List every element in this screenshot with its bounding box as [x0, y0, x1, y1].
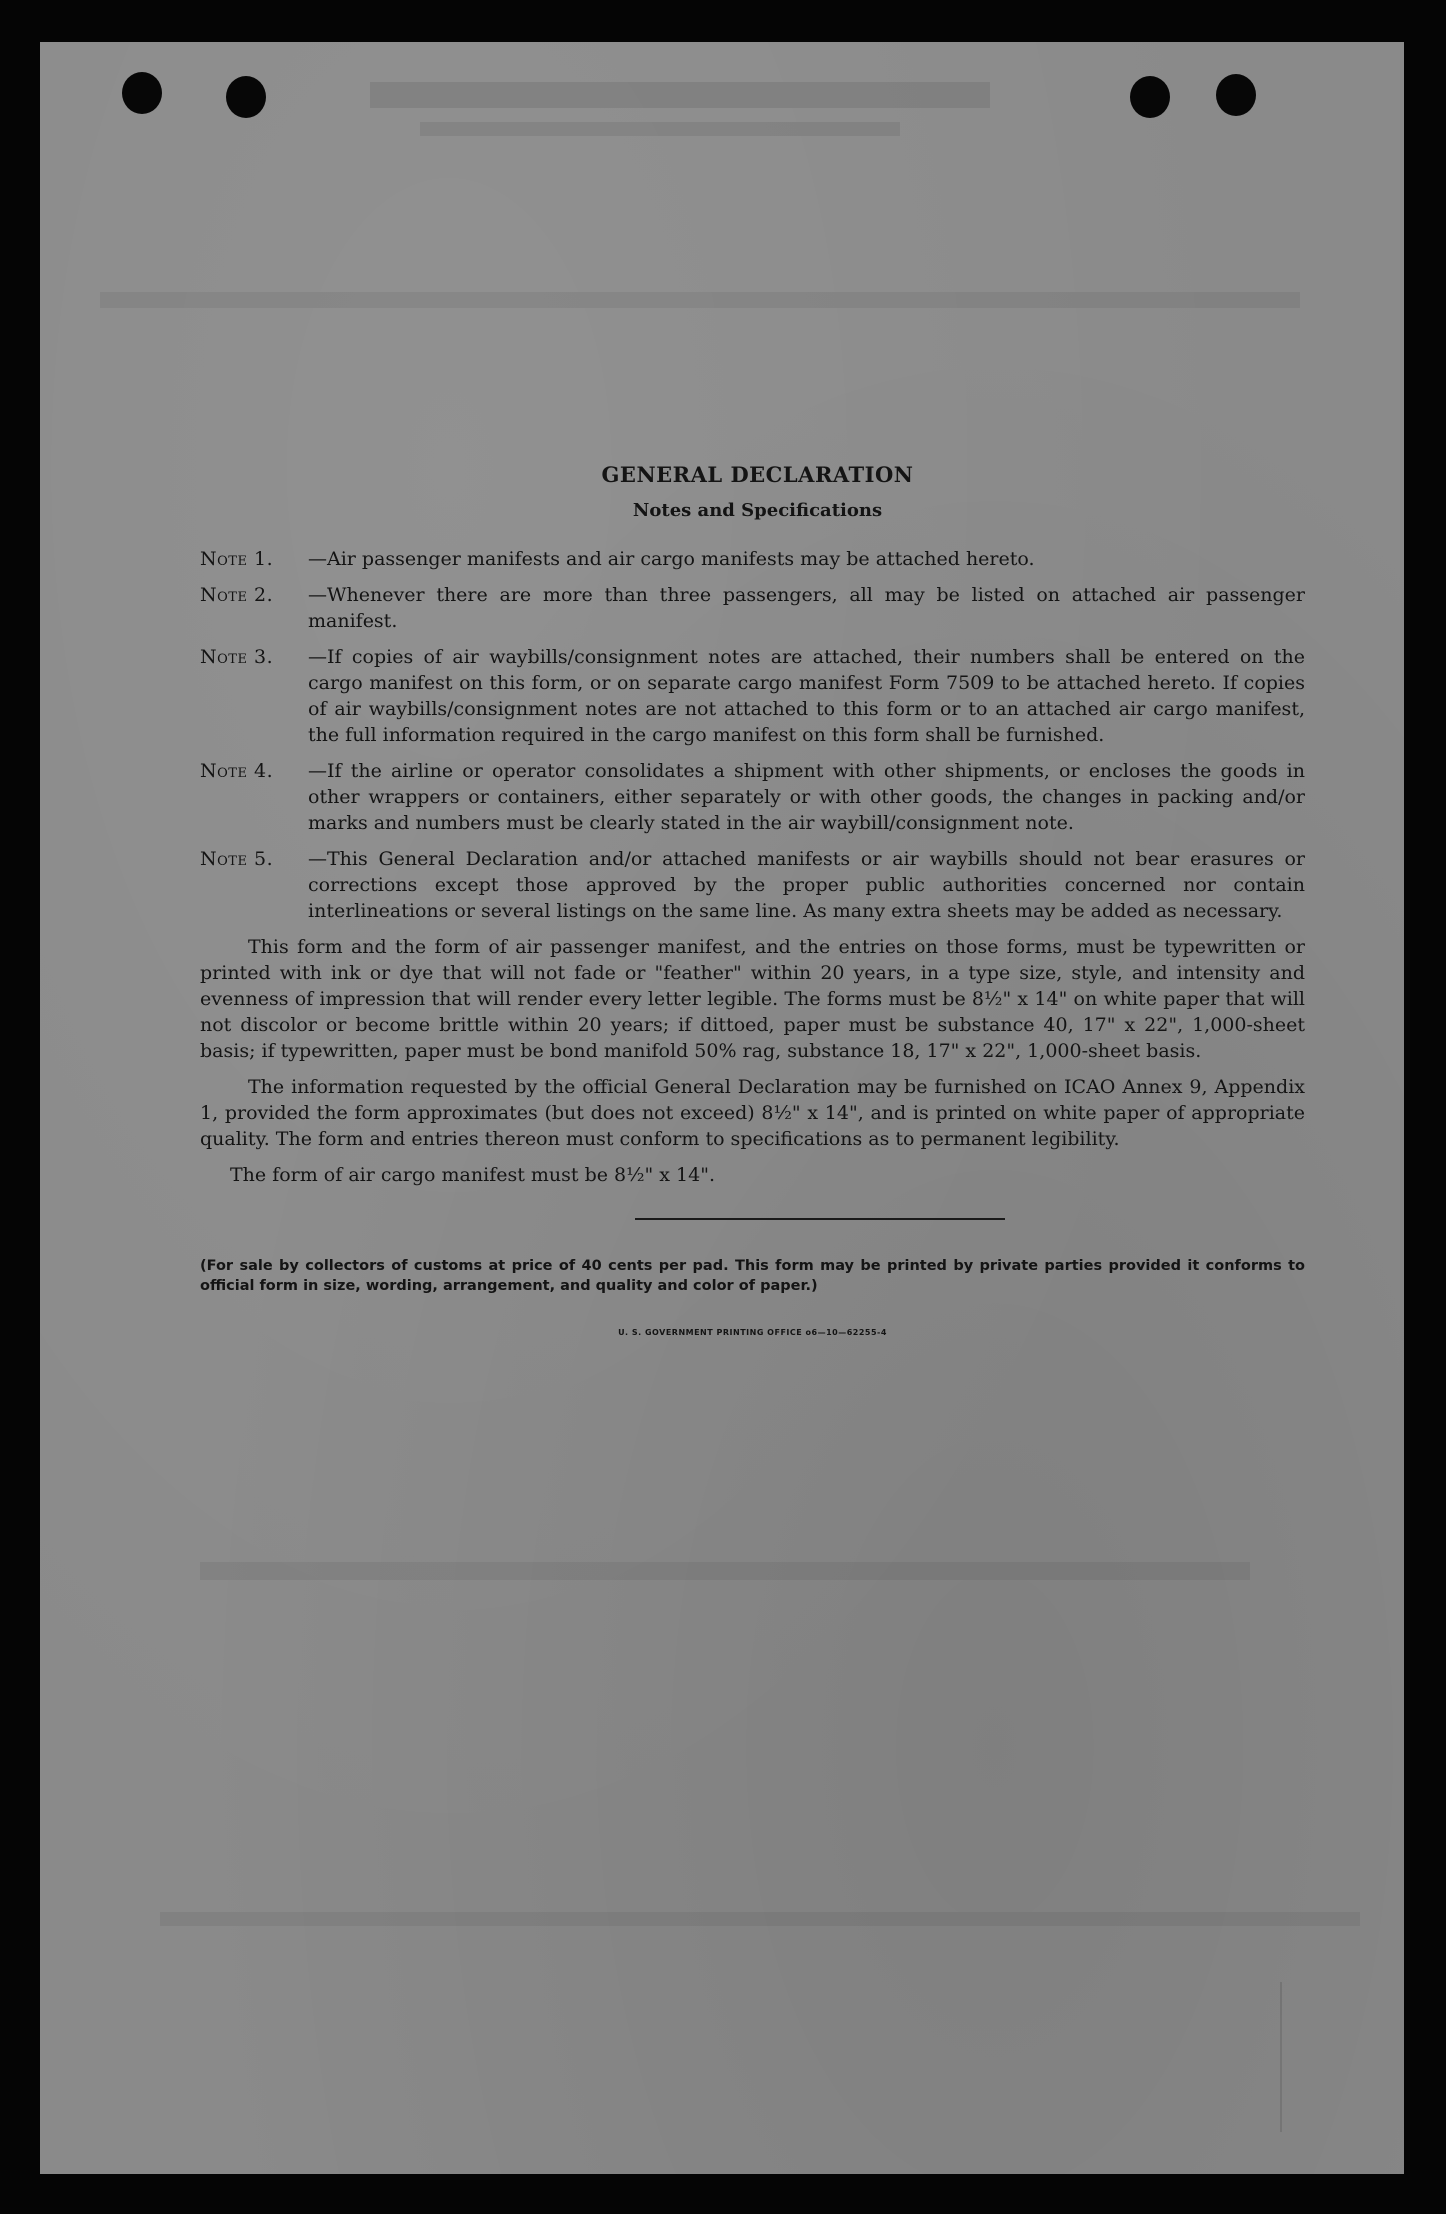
note-label: Note 1. — [200, 548, 274, 570]
punch-hole-2 — [226, 76, 266, 118]
punch-hole-3 — [1130, 76, 1170, 118]
page-subtitle: Notes and Specifications — [632, 500, 883, 521]
divider-rule — [635, 1218, 1005, 1220]
note-label: Note 3. — [200, 646, 274, 668]
note-item — [200, 758, 1305, 836]
note-text: —This General Declaration and/or attached manifests or air waybills should not bear erasures or corrections except those approved by the proper public authorities concerned nor contain interlineations or several listings on the same line. As many extra sheets may be added as necessary. — [308, 848, 1305, 922]
note-item — [200, 582, 1305, 634]
note-text: —Whenever there are more than three passengers, all may be listed on attached air passenger manifest. — [308, 584, 1305, 632]
bleed-through-mark — [100, 292, 1300, 308]
note-label: Note 4. — [200, 760, 274, 782]
sale-notice: (For sale by collectors of customs at price of 40 cents per pad. This form may be printed by private parties provided it conforms to official form in size, wording, arrangement, and quality and color of paper.) — [200, 1258, 1305, 1294]
punch-hole-1 — [122, 72, 162, 114]
note-item — [200, 644, 1305, 748]
note-item — [200, 546, 1305, 572]
note-label: Note 5. — [200, 848, 274, 870]
note-item — [200, 846, 1305, 924]
bleed-through-mark — [1020, 1982, 1282, 2132]
bleed-through-mark — [420, 122, 900, 136]
icao-paragraph: The information requested by the official General Declaration may be furnished on ICAO Annex 9, Appendix 1, provided the form approximates (but does not exceed) 8½" x 14", and is printed on white paper of appropriate quality. The form and entries thereon must conform to specifications as to permanent legibility. — [200, 1076, 1305, 1150]
form-requirements-paragraph: This form and the form of air passenger manifest, and the entries on those forms, must be typewritten or printed with ink or dye that will not fade or "feather" within 20 years, in a type size, style, and intensity and evenness of impression that will render every letter legible. The forms must be 8½" x 14" on white paper that will not discolor or become brittle within 20 years; if dittoed, paper must be substance 40, 17" x 22", 1,000-sheet basis; if typewritten, paper must be bond manifold 50% rag, substance 18, 17" x 22", 1,000-sheet basis. — [200, 936, 1305, 1062]
declaration-notes-section — [200, 462, 1305, 1346]
bleed-through-mark — [370, 82, 990, 108]
notes-list — [200, 546, 1305, 924]
page-title: GENERAL DECLARATION — [601, 462, 914, 487]
note-text: —If the airline or operator consolidates a shipment with other shipments, or encloses the goods in other wrappers or containers, either separately or with other goods, the changes in packing and/or marks and numbers must be clearly stated in the air waybill/consignment note. — [308, 760, 1305, 834]
printer-imprint: U. S. GOVERNMENT PRINTING OFFICE o6—10—62255-4 — [618, 1328, 887, 1337]
punch-hole-4 — [1216, 74, 1256, 116]
note-text: —Air passenger manifests and air cargo manifests may be attached hereto. — [308, 548, 1035, 570]
cargo-manifest-size-paragraph: The form of air cargo manifest must be 8½" x 14". — [230, 1164, 716, 1186]
document-page — [40, 42, 1404, 2174]
note-text: —If copies of air waybills/consignment notes are attached, their numbers shall be entered on the cargo manifest on this form, or on separate cargo manifest Form 7509 to be attached hereto. If copies of air waybills/consignment notes are not attached to this form or to an attached air cargo manifest, the full information required in the cargo manifest on this form shall be furnished. — [308, 646, 1305, 746]
bleed-through-mark — [160, 1912, 1360, 1926]
note-label: Note 2. — [200, 584, 274, 606]
bleed-through-mark — [200, 1562, 1250, 1580]
